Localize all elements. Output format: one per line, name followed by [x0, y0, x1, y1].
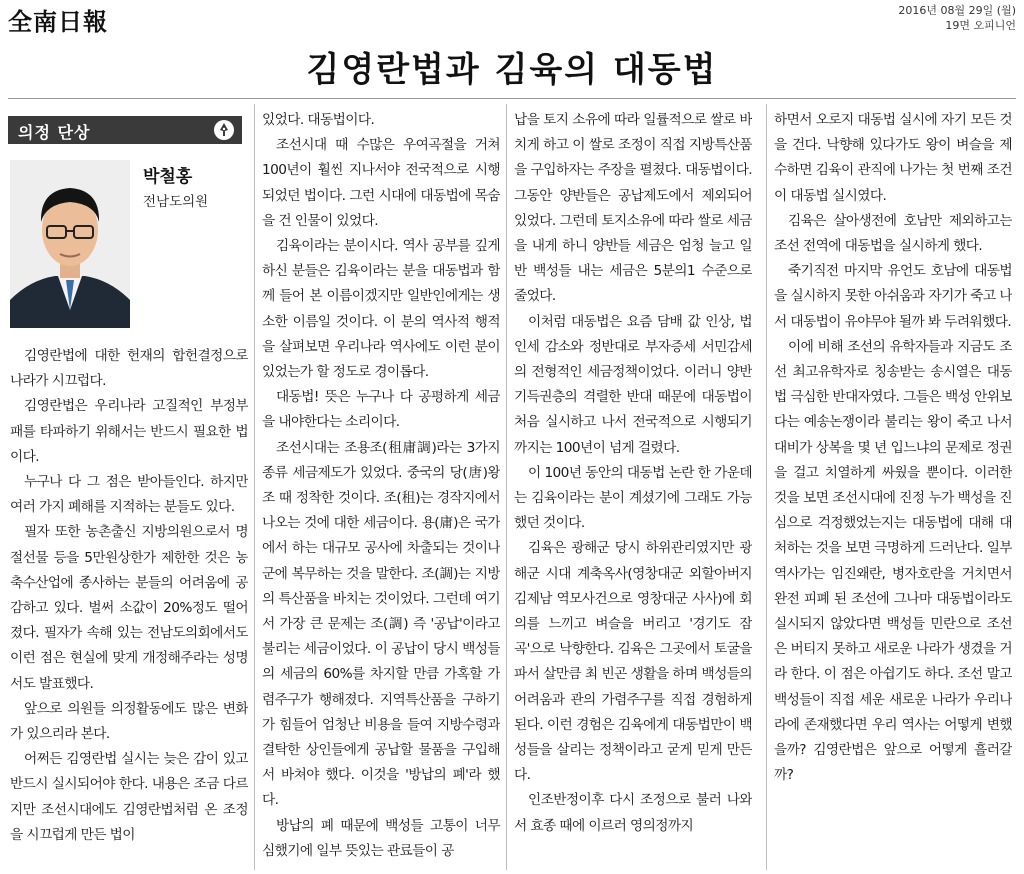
- paragraph: 조선시대는 조용조(租庸調)라는 3가지 종류 세금제도가 있었다. 중국의 당(唐)왕조 때 정착한 것이다. 조(租)는 경작지에서 나오는 것에 대한 세금이다. 용(庸)은 국가에서 하는 대규모 공사에 차출되는 것이나 군에 복무하는 것을 말한다. 조(調)는 지방의 특산품을 바치는 것이었다. 그런데 여기서 가장 큰 문제는 조(調) 즉 '공납'이라고 불리는 세금이었다. 이 공납이 당시 백성들의 세금의 60%를 차지할 만큼 가혹할 가렴주구가 행해졌다. 지역특산품을 구하기가 힘들어 엄청난 비용을 들여 지방수령과 결탁한 상인들에게 공납할 물품을 구입해서 바쳐야 했다. 이것을 '방납의 폐'라 했다.: [262, 439, 500, 809]
- author-title: 전남도의원: [143, 194, 209, 210]
- paragraph: 필자 또한 농촌출신 지방의원으로서 명절선물 등을 5만원상한가 제한한 것은 농축수산업에 종사하는 분들의 어려움에 공감하고 있다. 벌써 소값이 20%정도 떨어졌다. 필자가 속해 있는 전남도의회에서도 이런 점은 현실에 맞게 개정해주라는 성명서도 발표했다.: [10, 524, 248, 692]
- article-column-3: [514, 108, 752, 872]
- paragraph: 조선시대 때 수많은 우여곡절을 거쳐 100년이 훨씬 지나서야 전국적으로 시행되었던 법이다. 그런 시대에 대동법에 목숨을 건 인물이 있었다.: [262, 137, 500, 229]
- page-section: 19면 오피니언: [945, 19, 1016, 32]
- issue-date: 2016년 08월 29일 (월): [898, 4, 1016, 17]
- paragraph: 김영란법은 우리나라 고질적인 부정부패를 타파하기 위해서는 반드시 필요한 법이다.: [10, 398, 248, 465]
- column-divider: [766, 104, 767, 870]
- paragraph: 납을 토지 소유에 따라 일률적으로 쌀로 바치게 하고 이 쌀로 조정이 직접 지방특산품을 구입하자는 주장을 펼쳤다. 대동법이다. 그동안 양반들은 공납제도에서 제외되어 있었다. 그런데 토지소유에 따라 쌀로 세금을 내게 하니 양반들 세금은 엄청 늘고 일반 백성들 내는 세금은 5분의1 수준으로 줄었다.: [514, 112, 752, 305]
- paragraph: 인조반정이후 다시 조정으로 불러 나와서 효종 때에 이르러 영의정까지: [514, 792, 752, 834]
- paragraph: 어쩌든 김영란법 실시는 늦은 감이 있고 반드시 실시되어야 한다. 내용은 조금 다르지만 조선시대에도 김영란법처럼 온 조정을 시끄럽게 만든 법이: [10, 751, 248, 843]
- paragraph: 있었다. 대동법이다.: [262, 112, 375, 128]
- paragraph: 김육이라는 분이시다. 역사 공부를 깊게 하신 분들은 김육이라는 분을 대동법과 함께 들어 본 이름이겠지만 일반인에게는 생소한 이름일 것이다. 이 분의 역사적 행적을 살펴보면 우리나라 역사에도 이런 분이 있었는가 할 정도로 경이롭다.: [262, 238, 500, 381]
- paragraph: 방납의 폐 때문에 백성들 고통이 너무 심했기에 일부 뜻있는 관료들이 공: [262, 817, 500, 859]
- paragraph: 김영란법에 대한 헌재의 합헌결정으로 나라가 시끄럽다.: [10, 348, 248, 390]
- article-column-1: [10, 344, 248, 872]
- paragraph: 김육은 광해군 당시 하위관리였지만 광해군 시대 계축옥사(영창대군 외할아버지 김제남 역모사건으로 영창대군 사사)에 회의를 느끼고 벼슬을 버리고 '경기도 잠곡'으로 낙향한다. 김육은 그곳에서 토굴을 파서 살만큼 최 빈곤 생활을 하며 백성들의 어려움과 관의 가렴주구를 직접 경험하게 된다. 이런 경험은 김육에게 대동법만이 백성들을 살리는 정책이라고 굳게 믿게 만든다.: [514, 540, 752, 784]
- dateline: [898, 3, 1016, 33]
- paragraph: 대동법! 뜻은 누구나 다 공평하게 세금을 내야한다는 소리이다.: [262, 389, 500, 431]
- author-photo: [10, 160, 130, 328]
- section-label: 의정 단상: [18, 123, 91, 142]
- paragraph: 누구나 다 그 점은 받아들인다. 하지만 여러 가지 폐해를 지적하는 분들도 있다.: [10, 474, 248, 516]
- newspaper-masthead: 全南日報: [8, 7, 108, 36]
- paragraph: 이처럼 대동법은 요즘 담배 값 인상, 법인세 감소와 정반대로 부자증세 서민감세의 전형적인 세금정책이었다. 이러니 양반 기득권층의 격렬한 반대 때문에 대동법이 처음 실시하고 나서 전국적으로 시행되기까지는 100년이 넘게 걸렸다.: [514, 313, 752, 456]
- paragraph: 죽기직전 마지막 유언도 호남에 대동법을 실시하지 못한 아쉬움과 자기가 죽고 나서 대동법이 유야무야 될까 봐 두려워했다.: [774, 263, 1012, 330]
- paragraph: 앞으로 의원들 의정활동에도 많은 변화가 있으리라 본다.: [10, 700, 248, 743]
- article-headline: 김영란법과 김육의 대동법: [306, 50, 718, 90]
- paragraph: 이에 비해 조선의 유학자들과 지금도 조선 최고유학자로 칭송받는 송시열은 대동법 극심한 반대자였다. 그들은 백성 안위보다는 예송논쟁이라 불리는 왕이 죽고 나서 대비가 상복을 몇 년 입느냐의 문제로 정권을 걸고 치열하게 싸웠을 뿐이다. 이러한 것을 보면 조선시대에 진정 누가 백성을 진심으로 걱정했었는지는 대동법에 대해 대처하는 것을 보면 극명하게 드러난다. 일부 역사가는 임진왜란, 병자호란을 거치면서 완전 피폐 된 조선에 그나마 대동법이라도 실시되지 않았다면 백성들 민란으로 조선은 버티지 못하고 새로운 나라가 생겼을 거라 한다. 이 점은 아쉽기도 하다. 조선 말고 백성들이 직접 세운 새로운 나라가 우리나라에 존재했다면 우리 역사는 어떻게 변했을까? 김영란법은 앞으로 어떻게 흘러갈까?: [774, 338, 1012, 784]
- column-divider: [254, 104, 255, 870]
- article-column-2: [262, 108, 500, 872]
- headline-rule: [8, 98, 1016, 99]
- paragraph: 하면서 오로지 대동법 실시에 자기 모든 것을 건다. 낙향해 있다가도 왕이 벼슬을 제수하면 김육이 관직에 나가는 첫 번째 조건이 대동법 실시였다.: [774, 112, 1012, 204]
- paragraph: 이 100년 동안의 대동법 논란 한 가운데는 김육이라는 분이 계셨기에 그래도 가능했던 것이다.: [514, 464, 752, 532]
- author-name: 박철홍: [143, 167, 193, 187]
- section-bar: [8, 116, 242, 144]
- column-divider: [506, 104, 507, 870]
- article-column-4: [774, 108, 1012, 872]
- pen-nib-icon: [214, 120, 234, 140]
- paragraph: 김육은 살아생전에 호남만 제외하고는 조선 전역에 대동법을 실시하게 했다.: [774, 212, 1012, 255]
